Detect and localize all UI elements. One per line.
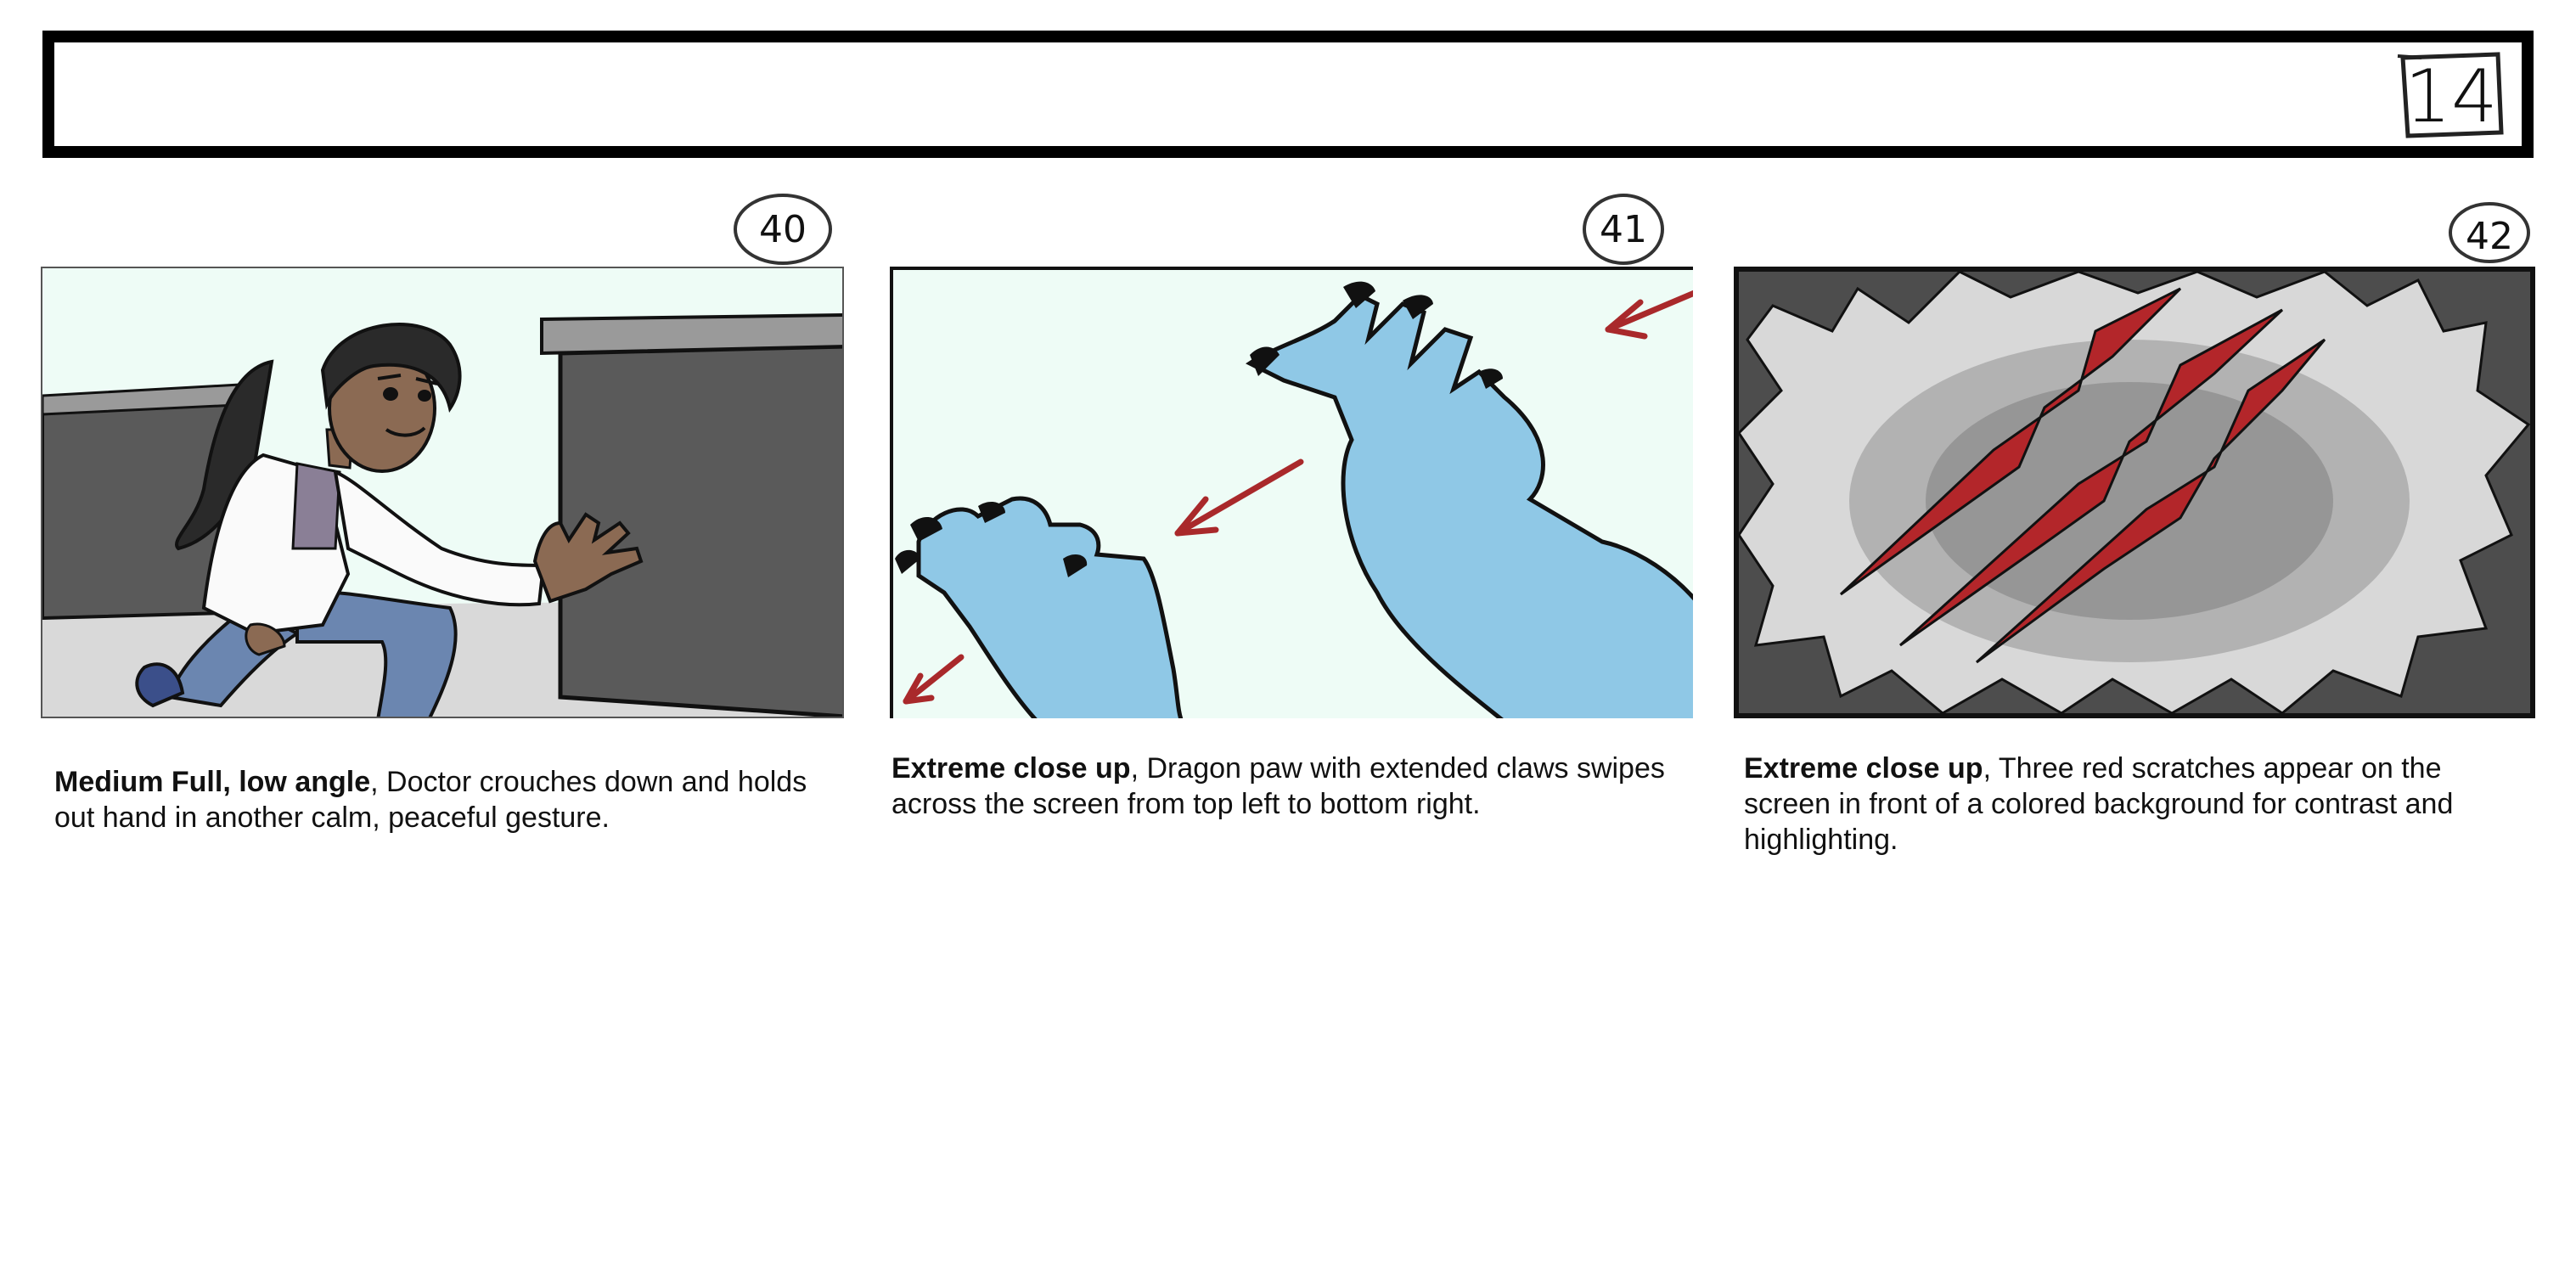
caption-panel-40: [54, 764, 818, 835]
shot-description: , Three red scratches appear on the screen in front of a colored background for contrast and highlighting.: [1744, 752, 2454, 856]
caption-panel-41: [891, 751, 1690, 822]
panel-number: 42: [2466, 214, 2513, 258]
panel-number: 41: [1600, 207, 1647, 251]
dragon-paw-illustration: [893, 270, 1693, 718]
panel-number-badge-41: [1572, 192, 1674, 267]
shot-description: , Doctor crouches down and holds out hand in another calm, peaceful gesture.: [54, 766, 807, 834]
storyboard-panel-42: [1734, 267, 2535, 718]
storyboard-panel-41: [890, 267, 1693, 718]
shot-type: Medium Full, low angle: [54, 766, 371, 798]
doctor-crouching-illustration: [42, 268, 844, 718]
page-number: 14: [2404, 54, 2498, 139]
page-header-bar: [42, 31, 2534, 158]
red-scratches-illustration: [1739, 272, 2530, 713]
caption-panel-42: [1744, 751, 2534, 858]
panel-number-badge-42: [2438, 199, 2540, 273]
storyboard-panel-40: [41, 267, 844, 718]
panel-number-badge-40: [732, 192, 834, 267]
shot-type: Extreme close up: [891, 752, 1131, 785]
shot-type: Extreme close up: [1744, 752, 1983, 785]
shot-description: , Dragon paw with extended claws swipes across the screen from top left to bottom right.: [891, 752, 1665, 820]
page-number-badge: [2396, 48, 2506, 146]
panel-number: 40: [759, 207, 807, 251]
